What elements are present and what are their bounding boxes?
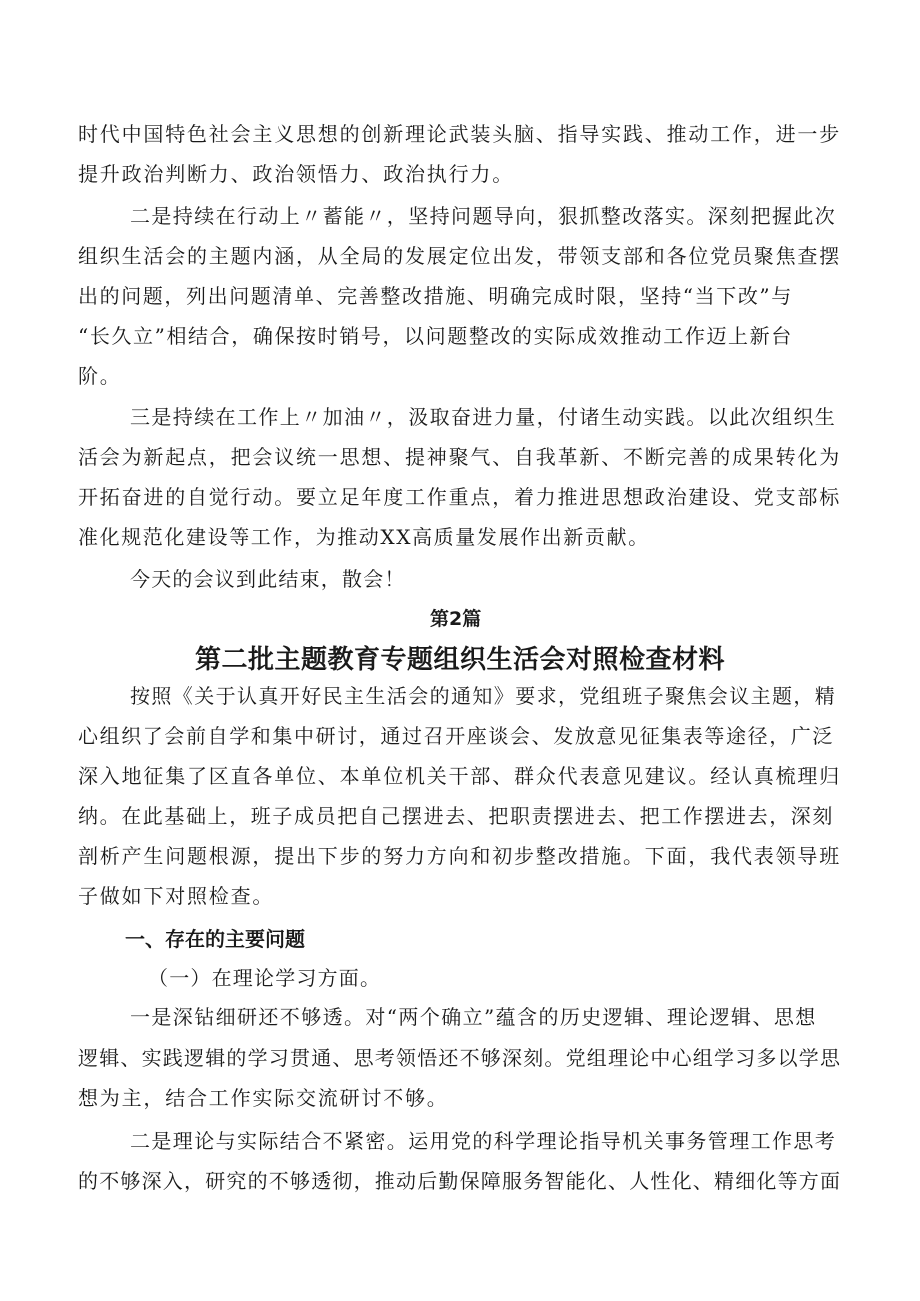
paragraph-line: 开拓奋进的自觉行动。要立足年度工作重点，着力推进思想政治建设、党支部标 <box>78 485 841 509</box>
paragraph-line: 一是深钻细研还不够透。对“两个确立”蕴含的历史逻辑、理论逻辑、思想 <box>130 1005 817 1029</box>
paragraph-line: 想为主，结合工作实际交流研讨不够。 <box>78 1086 449 1110</box>
paragraph-line: 阶。 <box>78 364 122 388</box>
paragraph-line: 按照《关于认真开好民主生活会的通知》要求，党组班子聚焦会议主题，精 <box>130 684 837 708</box>
section-label: 第2篇 <box>430 608 482 630</box>
paragraph-line: 深入地征集了区直各单位、本单位机关干部、群众代表意见建议。经认真梳理归 <box>78 764 841 788</box>
paragraph-line: 二是理论与实际结合不紧密。运用党的科学理论指导机关事务管理工作思考 <box>130 1129 837 1153</box>
document-title: 第二批主题教育专题组织生活会对照检查材料 <box>194 645 725 675</box>
paragraph-line: 组织生活会的主题内涵，从全局的发展定位出发，带领支部和各位党员聚焦查摆 <box>78 244 841 268</box>
paragraph-line: 剖析产生问题根源，提出下步的努力方向和初步整改措施。下面，我代表领导班 <box>78 844 841 868</box>
subheading-line: （一）在理论学习方面。 <box>148 966 382 990</box>
closing-line: 今天的会议到此结束，散会！ <box>130 567 406 591</box>
paragraph-line: “长久立”相结合，确保按时销号，以问题整改的实际成效推动工作迈上新台 <box>78 324 793 348</box>
paragraph-line: 提升政治判断力、政治领悟力、政治执行力。 <box>78 162 514 186</box>
paragraph-line: 出的问题，列出问题清单、完善整改措施、明确完成时限，坚持“当下改”与 <box>78 284 793 308</box>
paragraph-line: 逻辑、实践逻辑的学习贯通、思考领悟还不够深刻。党组理论中心组学习多以学思 <box>78 1046 842 1070</box>
paragraph-line: 活会为新起点，把会议统一思想、提神聚气、自我革新、不断完善的成果转化为 <box>78 445 841 469</box>
paragraph-line: 的不够深入，研究的不够透彻，推动后勤保障服务智能化、人性化、精细化等方面 <box>78 1169 842 1193</box>
paragraph-line: 时代中国特色社会主义思想的创新理论武装头脑、指导实践、推动工作，进一步 <box>78 122 841 146</box>
paragraph-line: 心组织了会前自学和集中研讨，通过召开座谈会、发放意见征集表等途径，广泛 <box>78 724 834 748</box>
paragraph-line: 子做如下对照检查。 <box>78 884 275 908</box>
paragraph-line: 二是持续在行动上〃蓄能〃，坚持问题导向，狠抓整改落实。深刻把握此次 <box>130 204 837 228</box>
paragraph-line: 纳。在此基础上，班子成员把自己摆进去、把职责摆进去、把工作摆进去，深刻 <box>78 804 834 828</box>
section-heading: 一、存在的主要问题 <box>125 927 305 951</box>
paragraph-line: 准化规范化建设等工作，为推动XX高质量发展作出新贡献。 <box>78 525 650 549</box>
paragraph-line: 三是持续在工作上〃加油〃，汲取奋进力量，付诸生动实践。以此次组织生 <box>130 405 837 429</box>
